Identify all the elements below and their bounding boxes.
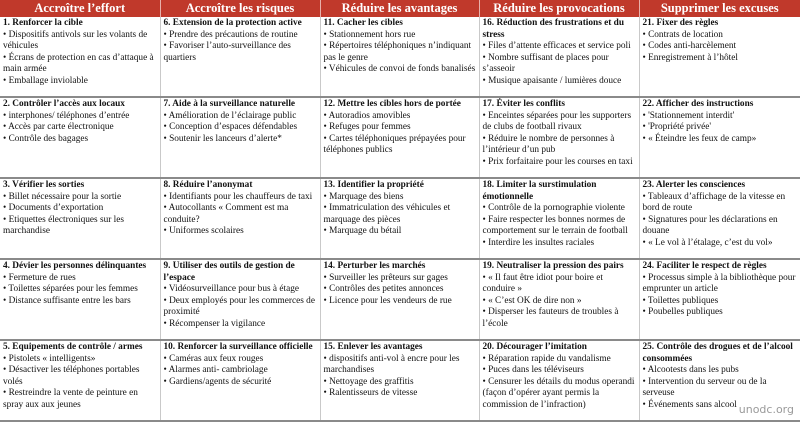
- technique-cell: [0, 17, 160, 97]
- technique-cell: [0, 259, 160, 340]
- technique-title: 6. Extension de la protection active: [164, 18, 317, 30]
- technique-title: 4. Dévier les personnes délinquantes: [3, 261, 157, 273]
- example-item: • Disperser les fauteurs de troubles à l’école: [483, 307, 636, 330]
- technique-cell: [639, 17, 800, 97]
- technique-title: 17. Éviter les conflits: [483, 99, 636, 111]
- example-item: • Musique apaisante / lumières douce: [483, 76, 636, 88]
- technique-cell: [479, 178, 639, 259]
- technique-title: 3. Vérifier les sorties: [3, 180, 157, 192]
- example-item: • Processus simple à la bibliothèque pour emprunter un article: [643, 273, 798, 296]
- example-item: • Cartes téléphoniques prépayées pour téléphones publics: [324, 134, 476, 157]
- example-item: • Contrôles des petites annonces: [324, 284, 476, 296]
- example-item: • 'Propriété privée': [643, 122, 798, 134]
- technique-title: 1. Renforcer la cible: [3, 18, 157, 30]
- example-item: • Immatriculation des véhicules et marquage des pièces: [324, 203, 476, 226]
- technique-title: 11. Cacher les cibles: [324, 18, 476, 30]
- example-item: • Nettoyage des graffitis: [324, 377, 476, 389]
- example-item: • Codes anti-harcèlement: [643, 41, 798, 53]
- example-item: • Deux employés pour les commerces de proximité: [164, 296, 317, 319]
- example-item: • Faire respecter les bonnes normes de comportement sur le terrain de football: [483, 215, 636, 238]
- example-item: • Uniformes scolaires: [164, 226, 317, 238]
- example-item: • Marquage du bétail: [324, 226, 476, 238]
- example-item: • Alcootests dans les pubs: [643, 365, 798, 377]
- header-row: [0, 0, 800, 17]
- technique-title: 2. Contrôler l’accès aux locaux: [3, 99, 157, 111]
- technique-title: 7. Aide à la surveillance naturelle: [164, 99, 317, 111]
- example-item: • « Le vol à l’étalage, c’est du vol»: [643, 238, 798, 250]
- example-item: • Identifiants pour les chauffeurs de taxi: [164, 192, 317, 204]
- technique-title: 19. Neutraliser la pression des pairs: [483, 261, 636, 273]
- technique-cell: [639, 97, 800, 178]
- example-item: • Emballage inviolable: [3, 76, 157, 88]
- example-item: • Ralentisseurs de vitesse: [324, 388, 476, 400]
- example-item: • Interdire les insultes raciales: [483, 238, 636, 250]
- example-item: • Accès par carte électronique: [3, 122, 157, 134]
- technique-title: 14. Perturber les marchés: [324, 261, 476, 273]
- technique-cell: [0, 97, 160, 178]
- example-item: • Distance suffisante entre les bars: [3, 296, 157, 308]
- example-item: • interphones/ téléphones d’entrée: [3, 111, 157, 123]
- example-item: • Amélioration de l’éclairage public: [164, 111, 317, 123]
- technique-title: 25. Contrôle des drogues et de l’alcool consommées: [643, 342, 798, 365]
- example-item: • Enceintes séparées pour les supporters de clubs de football rivaux: [483, 111, 636, 134]
- example-item: • Gardiens/agents de sécurité: [164, 377, 317, 389]
- technique-cell: [479, 17, 639, 97]
- example-item: • Conception d’espaces défendables: [164, 122, 317, 134]
- example-item: • Licence pour les vendeurs de rue: [324, 296, 476, 308]
- technique-title: 13. Identifier la propriété: [324, 180, 476, 192]
- example-item: • Événements sans alcool: [643, 400, 798, 412]
- example-item: • dispositifs anti-vol à encre pour les marchandises: [324, 354, 476, 377]
- example-item: • Toilettes publiques: [643, 296, 798, 308]
- example-item: • Files d’attente efficaces et service poli: [483, 41, 636, 53]
- technique-cell: [160, 340, 320, 421]
- technique-title: 22. Afficher des instructions: [643, 99, 798, 111]
- technique-title: 24. Faciliter le respect de règles: [643, 261, 798, 273]
- technique-title: 5. Equipements de contrôle / armes: [3, 342, 157, 354]
- example-item: • Tableaux d’affichage de la vitesse en bord de route: [643, 192, 798, 215]
- table-row: [0, 17, 800, 97]
- example-item: • Signatures pour les déclarations en douane: [643, 215, 798, 238]
- example-item: • Vidéosurveillance pour bus à étage: [164, 284, 317, 296]
- watermark: unodc.org: [739, 403, 794, 416]
- technique-title: 16. Réduction des frustrations et du stress: [483, 18, 636, 41]
- table-row: [0, 178, 800, 259]
- technique-cell: [320, 17, 479, 97]
- example-item: • Intervention du serveur ou de la serveuse: [643, 377, 798, 400]
- technique-title: 15. Enlever les avantages: [324, 342, 476, 354]
- technique-cell: [639, 178, 800, 259]
- technique-cell: [320, 178, 479, 259]
- technique-title: 9. Utiliser des outils de gestion de l’espace: [164, 261, 317, 284]
- technique-cell: [479, 340, 639, 421]
- table-row: [0, 340, 800, 421]
- technique-title: 10. Renforcer la surveillance officielle: [164, 342, 317, 354]
- example-item: • Refuges pour femmes: [324, 122, 476, 134]
- example-item: • Nombre suffisant de places pour s’asseoir: [483, 53, 636, 76]
- example-item: • Favoriser l’auto-surveillance des quartiers: [164, 41, 317, 64]
- header-cell: Accroître l’effort: [0, 0, 160, 17]
- example-item: • Autoradios amovibles: [324, 111, 476, 123]
- example-item: • Caméras aux feux rouges: [164, 354, 317, 366]
- technique-cell: [320, 97, 479, 178]
- example-item: • Réduire le nombre de personnes à l’intérieur d’un pub: [483, 134, 636, 157]
- technique-cell: [479, 259, 639, 340]
- example-item: • Contrats de location: [643, 30, 798, 42]
- example-item: • Soutenir les lanceurs d’alerte*: [164, 134, 317, 146]
- example-item: • Récompenser la vigilance: [164, 319, 317, 331]
- technique-title: 20. Décourager l’imitation: [483, 342, 636, 354]
- example-item: • Désactiver les téléphones portables volés: [3, 365, 157, 388]
- technique-cell: [639, 259, 800, 340]
- technique-cell: [0, 340, 160, 421]
- header-cell: Réduire les provocations: [479, 0, 639, 17]
- example-item: • Alarmes anti- cambriolage: [164, 365, 317, 377]
- example-item: • Restreindre la vente de peinture en spray aux aux jeunes: [3, 388, 157, 411]
- technique-title: 18. Limiter la surstimulation émotionnelle: [483, 180, 636, 203]
- technique-cell: [160, 97, 320, 178]
- example-item: • Poubelles publiques: [643, 307, 798, 319]
- technique-cell: [320, 340, 479, 421]
- example-item: • Enregistrement à l’hôtel: [643, 53, 798, 65]
- example-item: • Marquage des biens: [324, 192, 476, 204]
- example-item: • Etiquettes électroniques sur les marchandise: [3, 215, 157, 238]
- example-item: • Dispositifs antivols sur les volants de véhicules: [3, 30, 157, 53]
- header-cell: Accroître les risques: [160, 0, 320, 17]
- technique-cell: [479, 97, 639, 178]
- example-item: • Prendre des précautions de routine: [164, 30, 317, 42]
- technique-title: 12. Mettre les cibles hors de portée: [324, 99, 476, 111]
- technique-title: 23. Alerter les consciences: [643, 180, 798, 192]
- technique-title: 8. Réduire l’anonymat: [164, 180, 317, 192]
- example-item: • Réparation rapide du vandalisme: [483, 354, 636, 366]
- example-item: • Contrôle des bagages: [3, 134, 157, 146]
- table-row: [0, 259, 800, 340]
- example-item: • Répertoires téléphoniques n’indiquant pas le genre: [324, 41, 476, 64]
- example-item: • Prix forfaitaire pour les courses en taxi: [483, 157, 636, 169]
- technique-cell: [160, 259, 320, 340]
- example-item: • Stationnement hors rue: [324, 30, 476, 42]
- header-cell: Réduire les avantages: [320, 0, 479, 17]
- example-item: • « Il faut être idiot pour boire et conduire »: [483, 273, 636, 296]
- example-item: • Puces dans les téléviseurs: [483, 365, 636, 377]
- example-item: • Billet nécessaire pour la sortie: [3, 192, 157, 204]
- example-item: • Censurer les détails du modus operandi (façon d’opérer ayant permis la commission de l’infraction): [483, 377, 636, 412]
- technique-cell: [0, 178, 160, 259]
- example-item: • Contrôle de la pornographie violente: [483, 203, 636, 215]
- technique-cell: [160, 17, 320, 97]
- example-item: • Fermeture de rues: [3, 273, 157, 285]
- example-item: • Toilettes séparées pour les femmes: [3, 284, 157, 296]
- header-cell: Supprimer les excuses: [639, 0, 800, 17]
- example-item: • Véhicules de convoi de fonds banalisés: [324, 64, 476, 76]
- example-item: • « Éteindre les feux de camp»: [643, 134, 798, 146]
- technique-title: 21. Fixer des règles: [643, 18, 798, 30]
- technique-cell: [320, 259, 479, 340]
- technique-cell: [160, 178, 320, 259]
- example-item: • « C’est OK de dire non »: [483, 296, 636, 308]
- example-item: • Surveiller les prêteurs sur gages: [324, 273, 476, 285]
- example-item: • Documents d’exportation: [3, 203, 157, 215]
- example-item: • Écrans de protection en cas d’attaque à main armée: [3, 53, 157, 76]
- table-row: [0, 97, 800, 178]
- example-item: • Autocollants « Comment est ma conduite?: [164, 203, 317, 226]
- example-item: • 'Stationnement interdit': [643, 111, 798, 123]
- example-item: • Pistolets « intelligents»: [3, 354, 157, 366]
